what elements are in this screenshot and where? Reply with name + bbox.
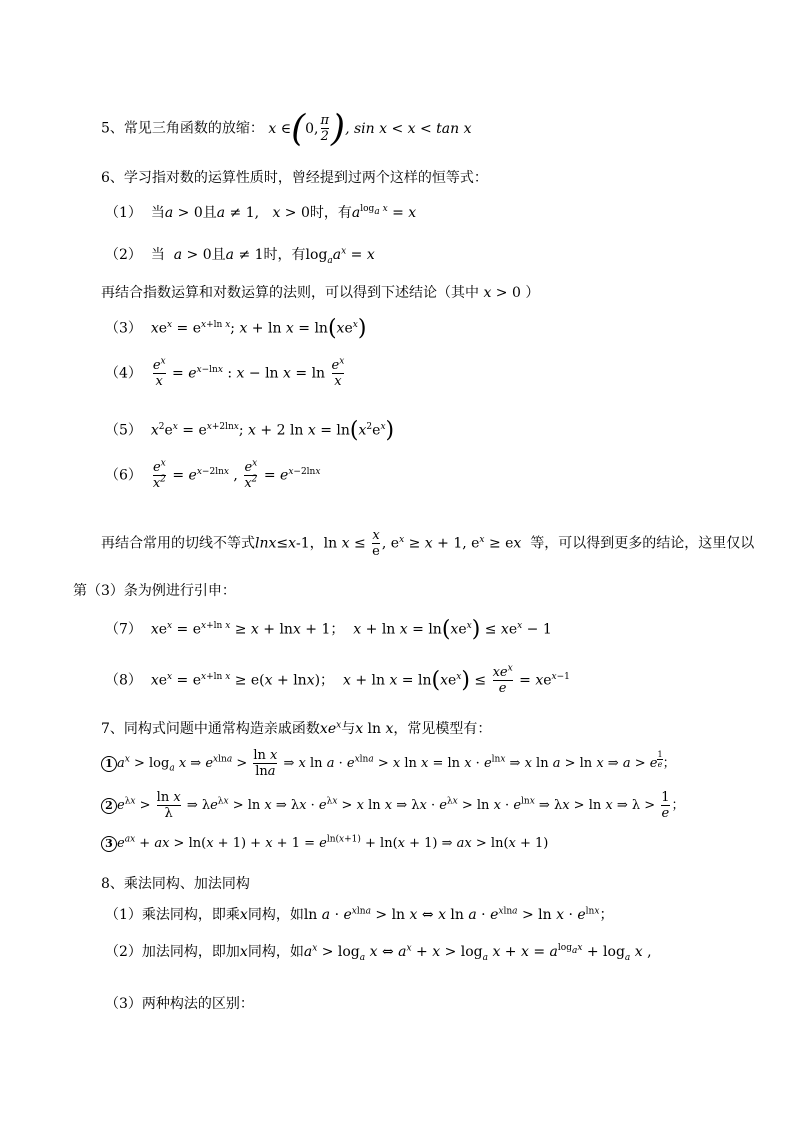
- item6-heading: 6、学习指对数的运算性质时，曾经提到过两个这样的恒等式：: [101, 170, 488, 186]
- model-1: 1 $a^x > \log_a x$ ⇒ $e^{xlna}$ > $\frac{\text{ln x}}{\ln a}$ ⇒ x $\ln a \cdot e^{xlna} > x$ $\ln x = \ln x \cdot e^{lnx}$ ⇒ x ln a > ln x ⇒ a > e $^{\frac{1}{e}}$ ；: [101, 748, 676, 779]
- formula-8: （8） $xe^x = e^{x+ln x} \ge e(x + \ln x)$； $x + \ln x = \ln(xe^x)$ ≤ $\frac{xe^x}{e}$ = $xe^{x-1}$: [105, 663, 570, 696]
- combine-line-2b: 第（3）条为例进行引申：: [73, 583, 236, 599]
- add-isomorphism-line: （2）加法同构，即加x同构，如$a^x > \log_a x$ ⇔ $a^x + x > \log_a x + x = a^{log_ax} + \log_a x$ ,: [105, 943, 652, 963]
- identity-line-1: （1） 当a > 0且a ≠ 1, x > 0时，有$a^{log_a x} = x$: [105, 204, 417, 221]
- identity-line-2: （2） 当 a > 0且a ≠ 1时，有$\log_aa^x = x$: [105, 246, 375, 266]
- circle-number-3: 3: [101, 836, 117, 852]
- circle-number-1: 1: [101, 756, 117, 772]
- difference-heading: （3）两种构法的区别：: [105, 996, 254, 1012]
- formula-5: （5） $x^2e^x = e^{x+2lnx}$; x + 2 $\ln x = \ln(x^2e^x)$: [105, 418, 395, 443]
- formula-3: （3） $xe^x = e^{x+ln x}$; $x + \ln x = \ln(xe^x)$: [105, 316, 367, 341]
- formula-4: （4） $\frac{e^x}{x}$ = $e^{x-lnx}$ : x − ln x = ln $\frac{e^x}{x}$: [105, 356, 345, 389]
- item7-heading: 7、同构式问题中通常构造亲戚函数$xe^x$与x ln x，常见模型有：: [101, 720, 492, 737]
- model-2: 2 $e^{\lambda x}$ > $\frac{\text{ln x}}{\lambda}$ ⇒ $\lambda e^{\lambda x} > \ln x$ ⇒ $\lambda x \cdot e^{\lambda x} > x$ ln x ⇒ $\lambda x \cdot e^{\lambda x} > \ln x \cdot e^{lnx}$ ⇒ λx > ln x ⇒ λ > $\frac{1}{e}$ ；: [101, 790, 685, 821]
- combine-line-2: 再结合常用的切线不等式lnx≤x-1，ln x ≤ $\frac{x}{e}$ , $e^x \ge x + 1$, $e^x$ ≥ ex 等，可以得到更多的结论，这里仅以: [101, 528, 755, 559]
- circle-number-2: 2: [101, 798, 117, 814]
- mult-isomorphism-line: （1）乘法同构，即乘x同构，如$\ln a \cdot e^{xlna} > \ln x$ ⇔ x $\ln a \cdot e^{xlna} > \ln x \cdot e^{lnx}$；: [105, 906, 614, 923]
- combine-line-1: 再结合指数运算和对数运算的法则，可以得到下述结论（其中 x > 0 ）: [101, 285, 540, 301]
- item5-label: 5、常见三角函数的放缩：: [101, 120, 264, 137]
- formula-6: （6） $\frac{e^x}{x^2}$ = $e^{x-2lnx}$ , $\frac{e^x}{x^2}$ = $e^{x-2lnx}$: [105, 458, 321, 491]
- model-3: 3 $e^{ax}$ + ax > $\ln(x + 1) + x + 1 = e^{ln(x+1)} + \ln(x + 1)$ ⇒ ax > ln(x + 1): [101, 836, 548, 852]
- item5-line: [101, 108, 472, 149]
- item5-formula: x ∈(0, $\frac{\pi}{2}$ ), sin x < x < tan x: [268, 108, 472, 149]
- item8-heading: 8、乘法同构、加法同构: [101, 876, 250, 892]
- formula-7: （7） $xe^x = e^{x+ln x} \ge x + \ln x + 1$； $x + \ln x = \ln(xe^x) \le xe^x - 1$: [105, 617, 552, 642]
